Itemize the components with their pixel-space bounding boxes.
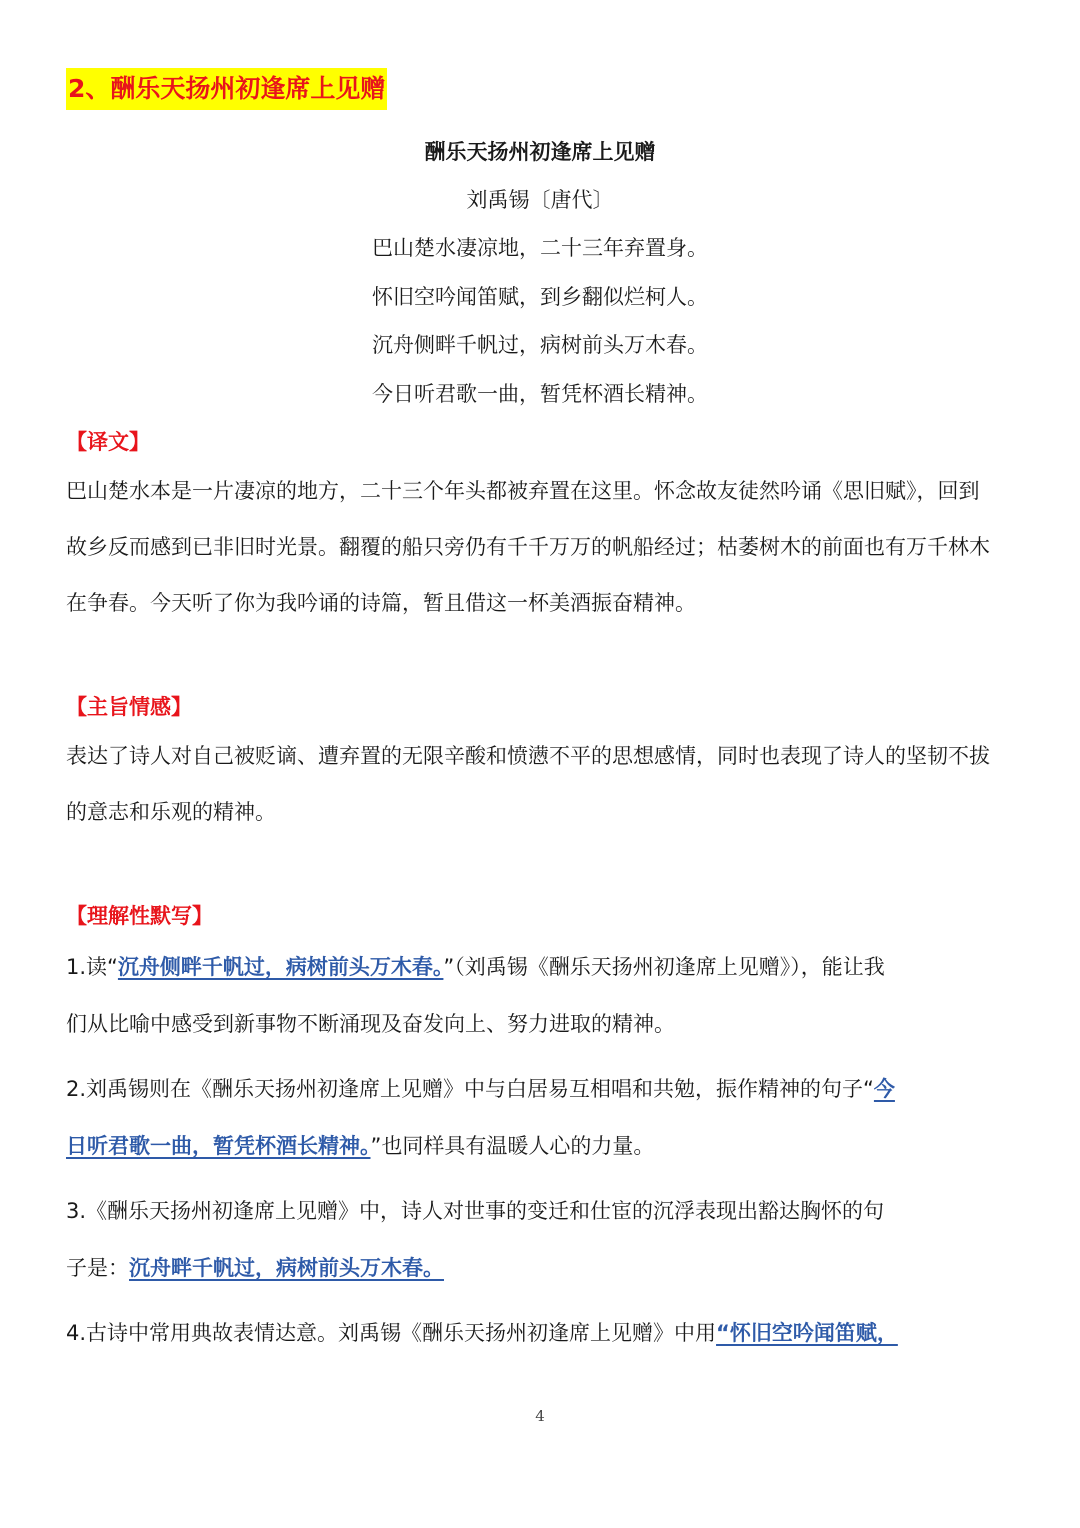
theme-line: 的意志和乐观的精神。 [66, 800, 276, 824]
question-2-line2 [66, 1131, 654, 1161]
theme-label: 【主旨情感】 [66, 695, 192, 719]
question-2 [66, 1074, 895, 1104]
question-text: 4.古诗中常用典故表情达意。刘禹锡《酬乐天扬州初逢席上见赠》中用 [66, 1321, 717, 1345]
question-text: ”也同样具有温暖人心的力量。 [370, 1134, 655, 1158]
translation-label: 【译文】 [66, 430, 150, 454]
poem-line: 巴山楚水凄凉地，二十三年弃置身。 [372, 236, 708, 260]
question-text: 1.读“ [66, 955, 118, 979]
answer-text: 沉舟侧畔千帆过，病树前头万木春。 [117, 955, 444, 979]
translation-line: 在争春。今天听了你为我吟诵的诗篇，暂且借这一杯美酒振奋精神。 [66, 591, 696, 615]
page-number: 4 [535, 1407, 545, 1425]
question-text: 子是： [66, 1256, 129, 1280]
dictation-label: 【理解性默写】 [66, 904, 213, 928]
question-3-line2 [66, 1253, 444, 1283]
theme-line: 表达了诗人对自己被贬谪、遭弃置的无限辛酸和愤懑不平的思想感情，同时也表现了诗人的坚韧不拔 [66, 744, 990, 768]
answer-text: 沉舟畔千帆过，病树前头万木春。 [129, 1256, 444, 1280]
poem-line: 怀旧空吟闻笛赋，到乡翻似烂柯人。 [372, 285, 708, 309]
question-3: 3.《酬乐天扬州初逢席上见赠》中，诗人对世事的变迁和仕宦的沉浮表现出豁达胸怀的句 [66, 1199, 885, 1223]
answer-text: 日听君歌一曲，暂凭杯酒长精神。 [66, 1134, 371, 1158]
question-text: ”（刘禹锡《酬乐天扬州初逢席上见赠》），能让我 [443, 955, 885, 979]
poem-line: 今日听君歌一曲，暂凭杯酒长精神。 [372, 382, 708, 406]
question-text: 2.刘禹锡则在《酬乐天扬州初逢席上见赠》中与白居易互相唱和共勉，振作精神的句子“ [66, 1077, 874, 1101]
poem-author: 刘禹锡〔唐代〕 [466, 188, 614, 212]
section-heading: 2、酬乐天扬州初逢席上见赠 [66, 68, 387, 110]
question-4 [66, 1318, 898, 1348]
answer-text: “怀旧空吟闻笛赋， [716, 1321, 898, 1345]
translation-line: 巴山楚水本是一片凄凉的地方，二十三个年头都被弃置在这里。怀念故友徒然吟诵《思旧赋》，回到 [66, 479, 980, 503]
poem-title: 酬乐天扬州初逢席上见赠 [424, 140, 656, 164]
translation-line: 故乡反而感到已非旧时光景。翻覆的船只旁仍有千千万万的帆船经过；枯萎树木的前面也有万千林木 [66, 535, 990, 559]
poem-line: 沉舟侧畔千帆过，病树前头万木春。 [372, 333, 708, 357]
question-1-line2: 们从比喻中感受到新事物不断涌现及奋发向上、努力进取的精神。 [66, 1012, 675, 1036]
answer-text: 今 [873, 1077, 895, 1101]
question-1 [66, 952, 885, 982]
